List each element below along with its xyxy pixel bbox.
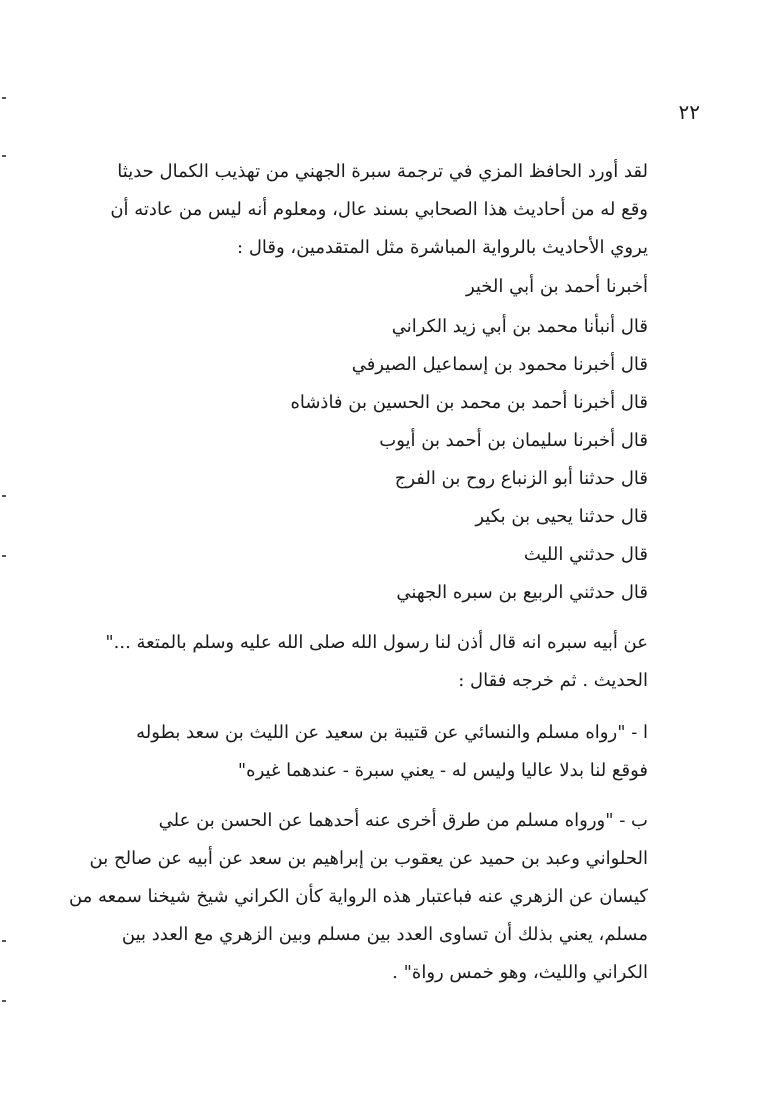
chain-line: قال أخبرنا محمود بن إسماعيل الصيرفي bbox=[351, 354, 648, 375]
page-number: ٢٢ bbox=[678, 100, 700, 124]
hadith-tail-paragraph bbox=[48, 624, 648, 700]
item-a-line: ا - "رواه مسلم والنسائي عن قتيبة بن سعيد عن الليث بن سعد بطوله bbox=[136, 722, 648, 743]
item-b-line: ب - "ورواه مسلم من طرق أخرى عنه أحدهما عن الحسن بن علي bbox=[158, 810, 648, 831]
intro-line: يروي الأحاديث بالرواية المباشرة مثل المتقدمين، وقال : bbox=[237, 237, 648, 258]
chain-line: أخبرنا أحمد بن أبي الخير bbox=[465, 276, 648, 297]
item-a-line: فوقع لنا بدلا عاليا وليس له - يعني سبرة - عندهما غيره" bbox=[237, 760, 648, 781]
chain-line: قال حدثني الربيع بن سبره الجهني bbox=[396, 582, 648, 603]
item-b-line: الحلواني وعبد بن حميد عن يعقوب بن إبراهيم بن سعد عن أبيه عن صالح بن bbox=[89, 848, 648, 869]
tail-line: الحديث . ثم خرجه فقال : bbox=[458, 670, 648, 691]
intro-line: وقع له من أحاديث هذا الصحابي بسند عال، ومعلوم أنه ليس من عادته أن bbox=[110, 199, 648, 220]
intro-line: لقد أورد الحافظ المزي في ترجمة سبرة الجهني من تهذيب الكمال حديثا bbox=[117, 161, 648, 182]
item-b-paragraph bbox=[48, 802, 648, 992]
margin-mark bbox=[2, 495, 6, 497]
item-b-line: مسلم، يعني بذلك أن تساوى العدد بين مسلم وبين الزهري مع العدد بين bbox=[121, 924, 648, 945]
chain-line: قال أخبرنا أحمد بن محمد بن الحسين بن فاذشاه bbox=[290, 392, 648, 413]
chain-line: قال حدثني الليث bbox=[523, 544, 648, 565]
item-a-paragraph bbox=[48, 714, 648, 790]
chain-line: قال أخبرنا سليمان بن أحمد بن أيوب bbox=[379, 430, 648, 451]
margin-mark bbox=[2, 155, 6, 157]
margin-mark bbox=[2, 555, 6, 557]
chain-line: قال حدثنا أبو الزنباع روح بن الفرج bbox=[394, 468, 648, 489]
margin-mark bbox=[2, 97, 6, 99]
chain-line: قال أنبأنا محمد بن أبي زيد الكراني bbox=[391, 316, 648, 337]
margin-mark bbox=[2, 1000, 6, 1002]
tail-line: عن أبيه سبره انه قال أذن لنا رسول الله صلى الله عليه وسلم بالمتعة ..." bbox=[105, 632, 648, 653]
item-b-line: الكراني والليث، وهو خمس رواة" . bbox=[392, 962, 648, 983]
item-b-line: كيسان عن الزهري عنه فباعتبار هذه الرواية كأن الكراني شيخ شيخنا سمعه من bbox=[68, 886, 648, 907]
intro-paragraph bbox=[48, 153, 648, 267]
isnad-chain bbox=[48, 268, 648, 612]
chain-line: قال حدثنا يحيى بن بكير bbox=[475, 506, 648, 527]
margin-mark bbox=[2, 940, 6, 942]
